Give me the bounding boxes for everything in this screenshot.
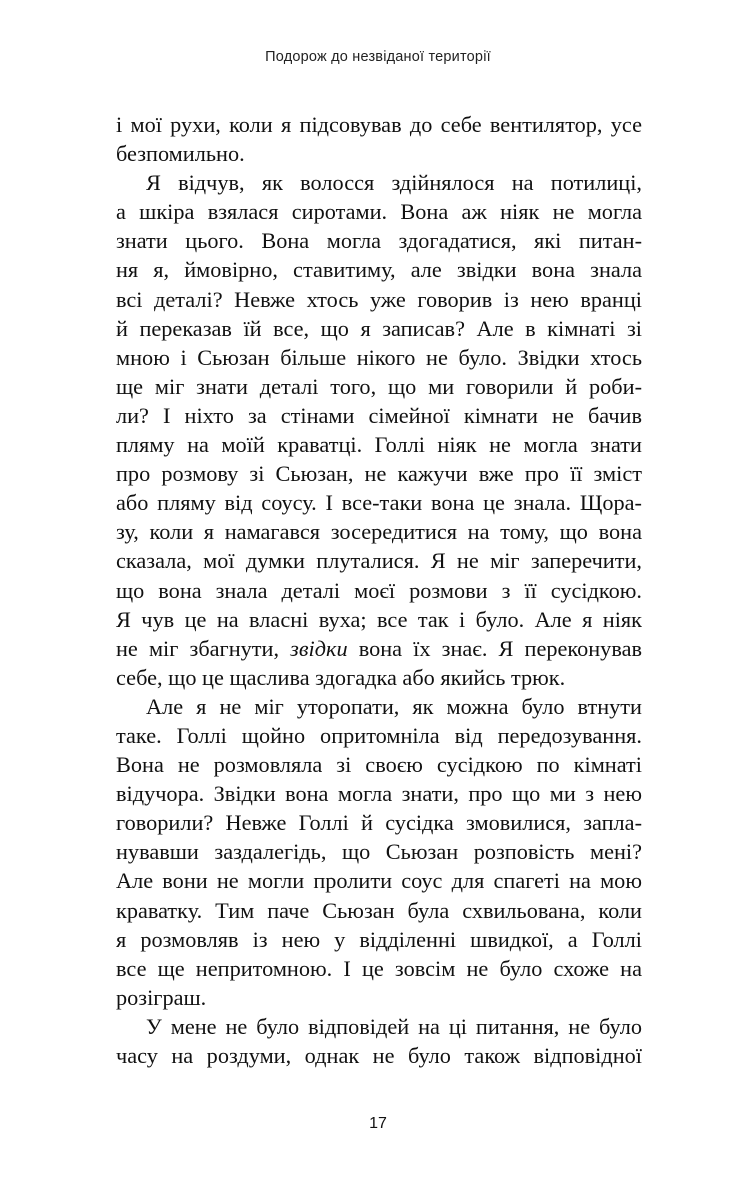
text-line: безпомильно. — [116, 141, 245, 167]
text-line: розіграш. — [116, 984, 207, 1010]
text-line: знати цього. Вона могла здогадатися, які питан- — [116, 228, 642, 254]
text-line: ще міг знати деталі того, що ми говорили й роби- — [116, 373, 642, 399]
text-line: мною і Сьюзан більше нікого не було. Звідки хтось — [116, 344, 642, 370]
text-line: сказала, мої думки плуталися. Я не міг заперечити, — [116, 548, 642, 574]
text-segment: не міг збагнути, — [116, 635, 291, 661]
text-line: пляму на моїй краватці. Голлі ніяк не могла знати — [116, 432, 642, 458]
emphasized-word: звідки — [290, 635, 348, 661]
body-text — [116, 110, 642, 1070]
text-line: говорили? Невже Голлі й сусідка змовилися, запла- — [116, 810, 642, 836]
text-line: що вона знала деталі моєї розмови з її сусідкою. — [116, 577, 642, 603]
text-line-with-emphasis — [116, 634, 642, 663]
text-line: Але я не міг уторопати, як можна було втнути — [146, 693, 642, 719]
text-line: і мої рухи, коли я підсовував до себе вентилятор, усе — [116, 112, 642, 137]
text-line: відучора. Звідки вона могла знати, про що ми з нею — [116, 781, 642, 807]
text-line: Я відчув, як волосся здійнялося на потилиці, — [146, 170, 642, 196]
text-line: й переказав їй все, що я записав? Але в кімнаті зі — [116, 315, 642, 341]
text-line: У мене не було відповідей на ці питання, не було — [146, 1013, 642, 1039]
text-line: а шкіра взялася сиротами. Вона аж ніяк не могла — [116, 199, 642, 225]
text-line: або пляму від соусу. І все-таки вона це знала. Щора- — [116, 490, 642, 516]
text-line: Я чув це на власні вуха; все так і було. Але я ніяк — [116, 606, 642, 632]
text-line: ли? І ніхто за стінами сімейної кімнати не бачив — [116, 402, 642, 428]
text-line: нувавши заздалегідь, що Сьюзан розповість мені? — [116, 839, 642, 865]
text-line: все ще непритомною. І це зовсім не було схоже на — [116, 955, 642, 981]
text-line: таке. Голлі щойно опритомніла від передозування. — [116, 722, 642, 748]
text-line: зу, коли я намагався зосередитися на тому, що вона — [116, 519, 642, 545]
text-line: ня я, ймовірно, ставитиму, але звідки вона знала — [116, 257, 642, 283]
text-line: я розмовляв із нею у відділенні швидкої, а Голлі — [116, 926, 642, 952]
text-line: Але вони не могли пролити соус для спагеті на мою — [116, 868, 642, 894]
text-line: всі деталі? Невже хтось уже говорив із нею вранці — [116, 286, 642, 312]
text-line: часу на роздуми, однак не було також відповідної — [116, 1043, 642, 1068]
text-line: краватку. Тим паче Сьюзан була схвильована, коли — [116, 897, 642, 923]
text-segment: вона їх знає. Я переконував — [347, 635, 642, 661]
text-line: Вона не розмовляла зі своєю сусідкою по кімнаті — [116, 752, 642, 778]
running-header: Подорож до незвіданої території — [265, 49, 491, 65]
page-number: 17 — [369, 1115, 387, 1132]
text-line: про розмову зі Сьюзан, не кажучи вже про її зміст — [116, 461, 642, 487]
text-line: себе, що це щаслива здогадка або якийсь трюк. — [116, 664, 566, 690]
